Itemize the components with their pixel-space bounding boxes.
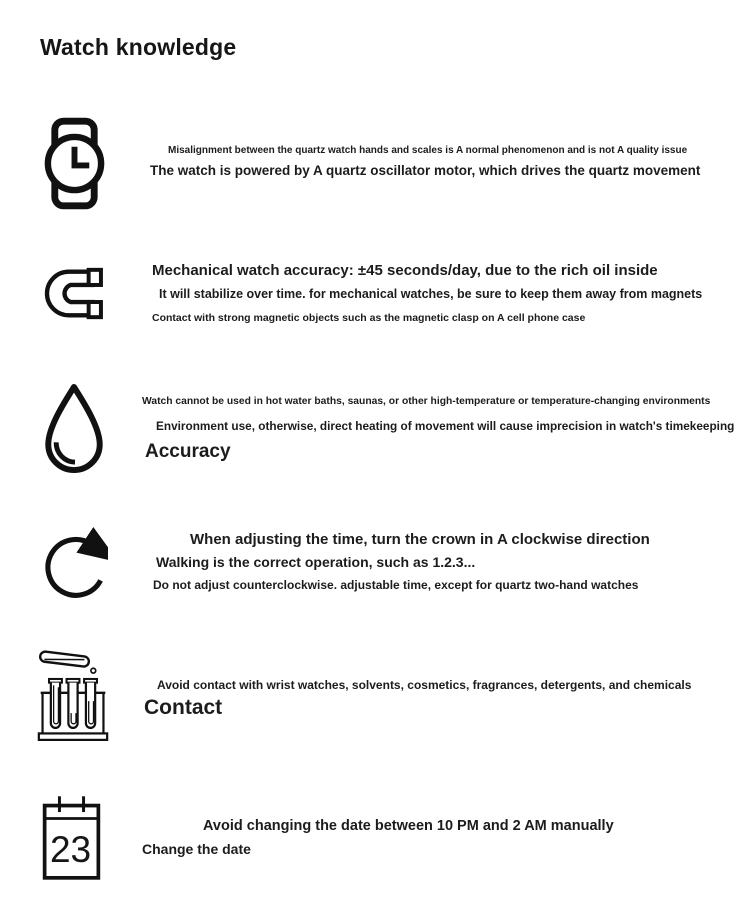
time-note-line: Do not adjust counterclockwise. adjustable time, except for quartz two-hand watches	[153, 578, 639, 592]
magnet-icon	[43, 267, 104, 320]
temperature-note-line: Watch cannot be used in hot water baths, saunas, or other high-temperature or temperature-changing environments	[142, 396, 711, 407]
temperature-sub-line: Environment use, otherwise, direct heating of movement will cause imprecision in watch's timekeeping	[156, 419, 735, 433]
test-tubes-icon	[37, 648, 109, 745]
date-label-line: Change the date	[142, 841, 251, 857]
calendar-icon	[40, 793, 103, 883]
time-main-line: When adjusting the time, turn the crown in A clockwise direction	[190, 531, 650, 548]
quartz-main-line: The watch is powered by A quartz oscillator motor, which drives the quartz movement	[150, 163, 701, 178]
date-main-line: Avoid changing the date between 10 PM and 2 AM manually	[203, 818, 614, 834]
quartz-note-line: Misalignment between the quartz watch hands and scales is A normal phenomenon and is not A quality issue	[168, 145, 688, 156]
accuracy-heading: Accuracy	[145, 441, 231, 462]
magnet-note-line: Contact with strong magnetic objects such as the magnetic clasp on A cell phone case	[152, 312, 586, 324]
wristwatch-icon	[42, 117, 107, 210]
page-title: Watch knowledge	[40, 34, 237, 60]
magnet-main-line: Mechanical watch accuracy: ±45 seconds/day, due to the rich oil inside	[152, 262, 658, 279]
water-drop-icon	[41, 382, 107, 476]
calendar-day-number: 23	[49, 828, 92, 871]
clockwise-arrow-icon	[41, 527, 108, 604]
time-sub-line: Walking is the correct operation, such as 1.2.3...	[156, 554, 476, 570]
contact-heading: Contact	[144, 696, 223, 719]
chemicals-main-line: Avoid contact with wrist watches, solvents, cosmetics, fragrances, detergents, and chemicals	[157, 678, 692, 692]
magnet-sub-line: It will stabilize over time. for mechanical watches, be sure to keep them away from magnets	[159, 287, 703, 301]
